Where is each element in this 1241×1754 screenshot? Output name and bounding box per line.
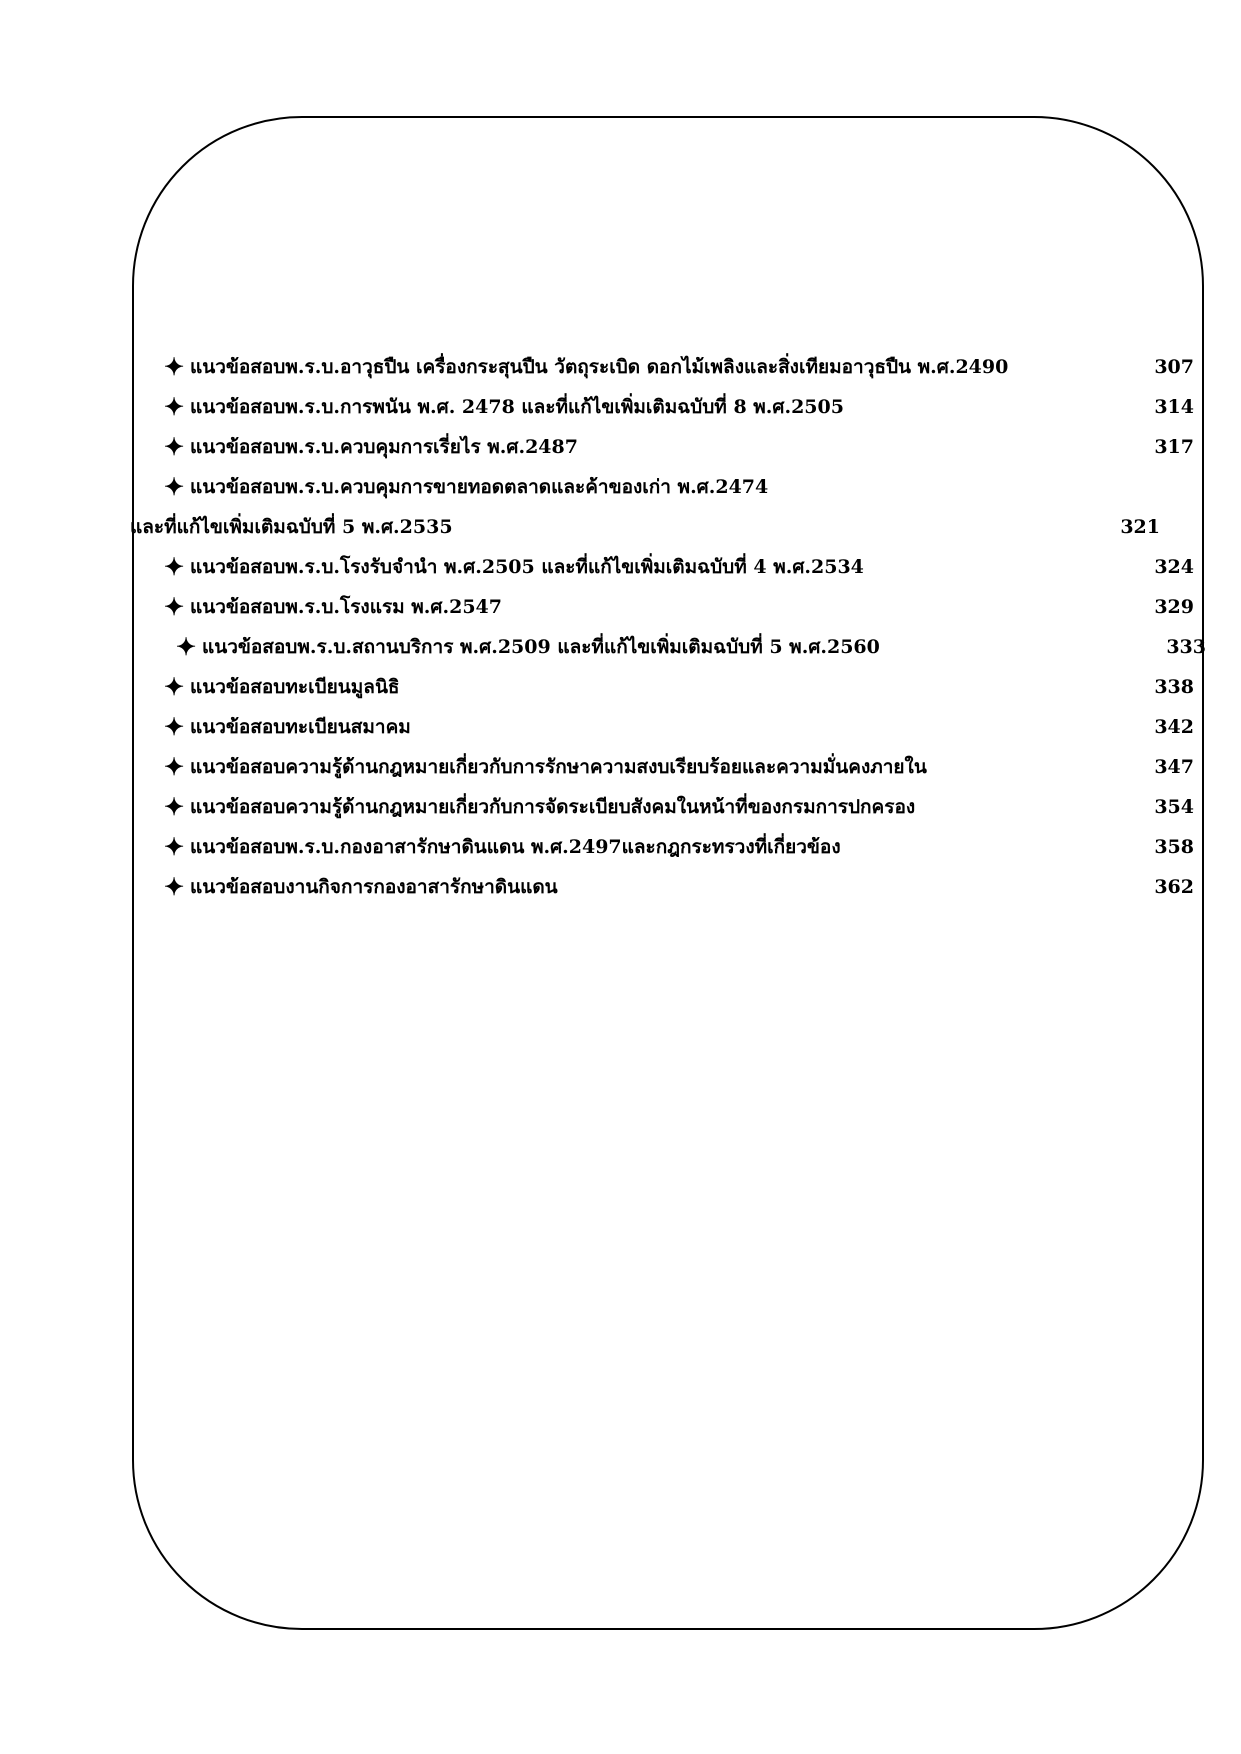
- star-bullet-icon: ✦: [164, 392, 185, 421]
- toc-entry-title: แนวข้อสอบพ.ร.บ.ควบคุมการขายทอดตลาดและค้าของเก่า พ.ศ.2474: [190, 476, 769, 498]
- toc-entry-page: 362: [1154, 876, 1194, 898]
- star-bullet-icon: ✦: [164, 352, 185, 381]
- star-bullet-icon: ✦: [164, 472, 185, 501]
- toc-entry-page: 307: [1154, 356, 1194, 378]
- toc-entry-page: 342: [1154, 716, 1194, 738]
- toc-entry-page: 347: [1154, 756, 1194, 778]
- toc-entry-title: แนวข้อสอบงานกิจการกองอาสารักษาดินแดน: [190, 876, 558, 898]
- star-bullet-icon: ✦: [164, 792, 185, 821]
- toc-entry-page: 324: [1154, 556, 1194, 578]
- toc-entry[interactable]: [130, 870, 1194, 904]
- toc-entry-page: 329: [1154, 596, 1194, 618]
- star-bullet-icon: ✦: [164, 672, 185, 701]
- toc-entry[interactable]: [130, 750, 1194, 784]
- toc-entry-page: 333: [1166, 636, 1206, 658]
- toc-entry-title: แนวข้อสอบทะเบียนสมาคม: [190, 716, 411, 738]
- star-bullet-icon: ✦: [164, 712, 185, 741]
- toc-entry-title: แนวข้อสอบพ.ร.บ.การพนัน พ.ศ. 2478 และที่แก้ไขเพิ่มเติมฉบับที่ 8 พ.ศ.2505: [190, 396, 844, 418]
- toc-entry-title: แนวข้อสอบพ.ร.บ.โรงแรม พ.ศ.2547: [190, 596, 502, 618]
- toc-entry[interactable]: [130, 670, 1194, 704]
- toc-entry-title: แนวข้อสอบพ.ร.บ.สถานบริการ พ.ศ.2509 และที่แก้ไขเพิ่มเติมฉบับที่ 5 พ.ศ.2560: [202, 636, 880, 658]
- toc-entry-page: 314: [1154, 396, 1194, 418]
- star-bullet-icon: ✦: [164, 872, 185, 901]
- star-bullet-icon: ✦: [176, 632, 197, 661]
- toc-entry[interactable]: [130, 390, 1194, 424]
- toc-entry[interactable]: [130, 710, 1194, 744]
- toc-entry-page: 317: [1154, 436, 1194, 458]
- star-bullet-icon: ✦: [164, 552, 185, 581]
- toc-entry-title: แนวข้อสอบพ.ร.บ.อาวุธปืน เครื่องกระสุนปืน วัตถุระเบิด ดอกไม้เพลิงและสิ่งเทียมอาวุธปืน พ.ศ.2490: [190, 356, 1009, 378]
- toc-entry[interactable]: [130, 790, 1194, 824]
- star-bullet-icon: ✦: [164, 592, 185, 621]
- toc-entry-page: 358: [1154, 836, 1194, 858]
- toc-entry-title: แนวข้อสอบทะเบียนมูลนิธิ: [190, 676, 400, 698]
- toc-entry-title: แนวข้อสอบความรู้ด้านกฎหมายเกี่ยวกับการรักษาความสงบเรียบร้อยและความมั่นคงภายใน: [190, 756, 927, 778]
- toc-entry-title: แนวข้อสอบพ.ร.บ.โรงรับจำนำ พ.ศ.2505 และที่แก้ไขเพิ่มเติมฉบับที่ 4 พ.ศ.2534: [190, 556, 864, 578]
- toc-entry-title-continuation: และที่แก้ไขเพิ่มเติมฉบับที่ 5 พ.ศ.2535: [130, 516, 453, 538]
- toc-entry[interactable]: [130, 630, 1206, 664]
- star-bullet-icon: ✦: [164, 432, 185, 461]
- toc-entry[interactable]: [130, 350, 1194, 384]
- toc-entry[interactable]: [130, 830, 1194, 864]
- toc-entry-title: แนวข้อสอบพ.ร.บ.กองอาสารักษาดินแดน พ.ศ.2497และกฎกระทรวงที่เกี่ยวข้อง: [190, 836, 841, 858]
- toc-entry[interactable]: [130, 470, 1194, 504]
- toc-entry[interactable]: [130, 430, 1194, 464]
- toc-entry[interactable]: [130, 590, 1194, 624]
- toc-entry-page: 338: [1154, 676, 1194, 698]
- table-of-contents: [130, 350, 1206, 930]
- toc-entry-continuation[interactable]: [130, 510, 1160, 544]
- toc-entry-page: 354: [1154, 796, 1194, 818]
- toc-entry[interactable]: [130, 550, 1194, 584]
- star-bullet-icon: ✦: [164, 832, 185, 861]
- star-bullet-icon: ✦: [164, 752, 185, 781]
- toc-entry-title: แนวข้อสอบความรู้ด้านกฎหมายเกี่ยวกับการจัดระเบียบสังคมในหน้าที่ของกรมการปกครอง: [190, 796, 916, 818]
- toc-entry-page: 321: [1120, 516, 1160, 538]
- toc-entry-title: แนวข้อสอบพ.ร.บ.ควบคุมการเรี่ยไร พ.ศ.2487: [190, 436, 578, 458]
